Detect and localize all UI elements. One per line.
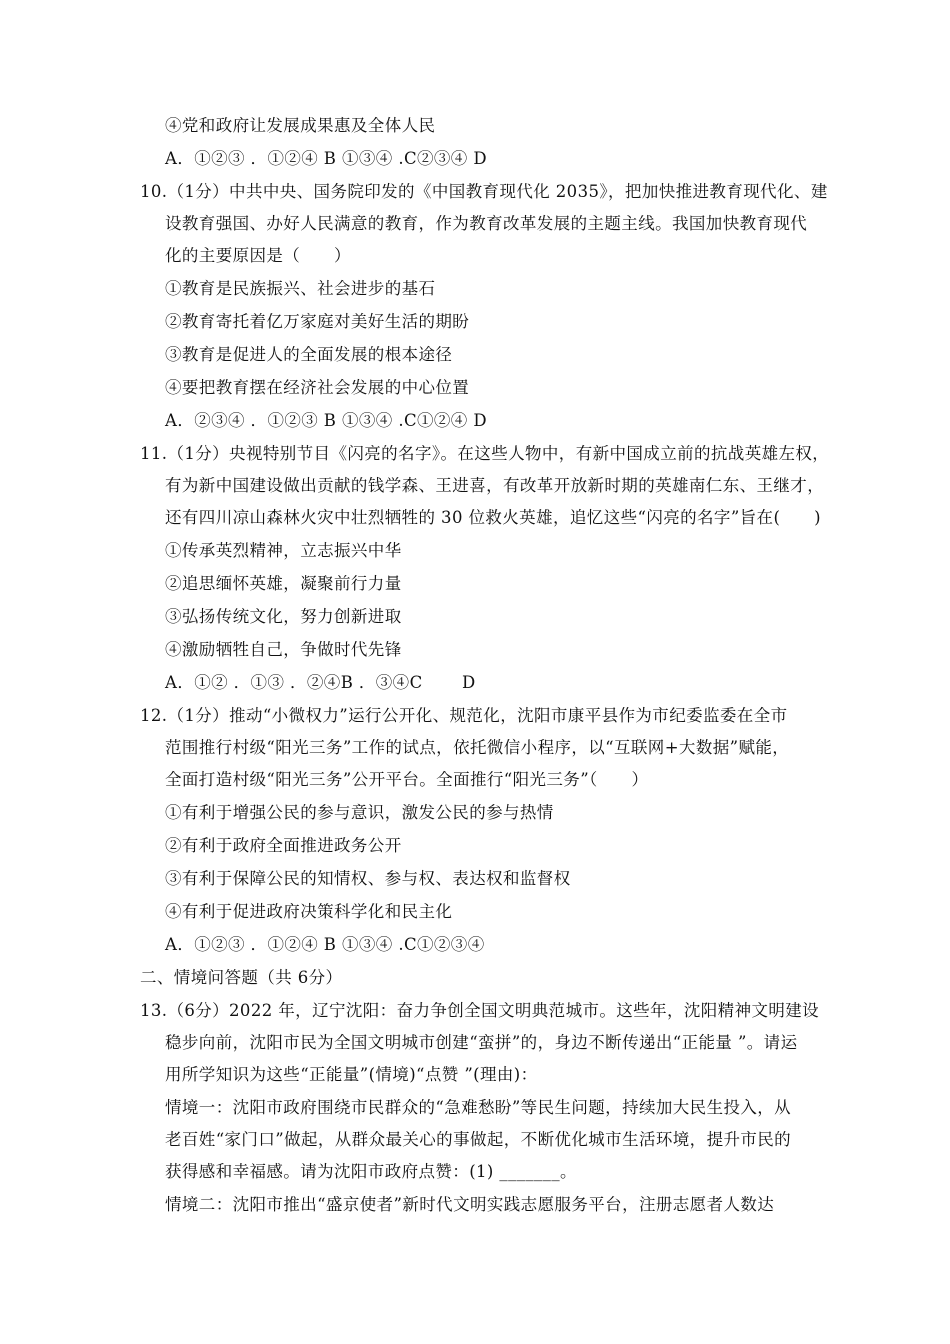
q12-stem-line-3: 全面打造村级“阳光三务”公开平台。全面推行“阳光三务”（ ） [165, 770, 649, 789]
q12-option-item-1: ①有利于增强公民的参与意识，激发公民的参与热情 [165, 803, 554, 822]
q10-stem-line-1: 10.（1分）中共中央、国务院印发的《中国教育现代化 2035》，把加快推进教育现代化、建 [140, 182, 828, 201]
q10-option-item-4: ④要把教育摆在经济社会发展的中心位置 [165, 378, 470, 397]
q12-option-item-3: ③有利于保障公民的知情权、参与权、表达权和监督权 [165, 869, 571, 888]
q12-option-item-2: ②有利于政府全面推进政务公开 [165, 836, 402, 855]
q9-answer-choices: A．①②③ ．①②④ B ①③④ .C②③④ D [165, 149, 487, 168]
q13-stem-line-2: 稳步向前，沈阳市民为全国文明城市创建“蛮拼”的，身边不断传递出“正能量 ”。请运 [165, 1033, 798, 1052]
q9-option-item-4: ④党和政府让发展成果惠及全体人民 [165, 116, 436, 135]
q12-stem-line-2: 范围推行村级“阳光三务”工作的试点，依托微信小程序，以“互联网+大数据”赋能， [165, 738, 790, 757]
q13-scenario-2-line-1: 情境二：沈阳市推出“盛京使者”新时代文明实践志愿服务平台，注册志愿者人数达 [165, 1195, 775, 1214]
q11-answer-choices: A．①② ．①③ ．②④B ．③④C D [165, 673, 476, 692]
q11-stem-line-1: 11.（1分）央视特别节目《闪亮的名字》。在这些人物中，有新中国成立前的抗战英雄左权， [140, 444, 830, 463]
q11-option-item-2: ②追思缅怀英雄，凝聚前行力量 [165, 574, 402, 593]
q10-answer-choices: A．②③④ ．①②③ B ①③④ .C①②④ D [165, 411, 487, 430]
q13-stem-line-1: 13.（6分）2022 年，辽宁沈阳：奋力争创全国文明典范城市。这些年，沈阳精神文明建设 [140, 1001, 820, 1020]
q12-stem-line-1: 12.（1分）推动“小微权力”运行公开化、规范化，沈阳市康平县作为市纪委监委在全市 [140, 706, 788, 725]
q13-scenario-1-line-3: 获得感和幸福感。请为沈阳市政府点赞：(1) _______。 [165, 1162, 577, 1181]
q13-scenario-1-line-2: 老百姓“家门口”做起，从群众最关心的事做起，不断优化城市生活环境，提升市民的 [165, 1130, 792, 1149]
q11-stem-line-2: 有为新中国建设做出贡献的钱学森、王进喜，有改革开放新时期的英雄南仁东、王继才， [165, 476, 825, 495]
q10-option-item-2: ②教育寄托着亿万家庭对美好生活的期盼 [165, 312, 470, 331]
q11-stem-line-3: 还有四川凉山森林火灾中壮烈牺牲的 30 位救火英雄，追忆这些“闪亮的名字”旨在( ) [165, 508, 821, 527]
q11-option-item-4: ④激励牺牲自己，争做时代先锋 [165, 640, 402, 659]
q12-answer-choices: A．①②③ ．①②④ B ①③④ .C①②③④ [165, 935, 485, 954]
q11-option-item-1: ①传承英烈精神，立志振兴中华 [165, 541, 402, 560]
q13-stem-line-3: 用所学知识为这些“正能量”(情境)“点赞 ”(理由)： [165, 1065, 538, 1084]
q12-option-item-4: ④有利于促进政府决策科学化和民主化 [165, 902, 453, 921]
section-heading: 二、情境问答题（共 6分） [140, 968, 343, 987]
q10-option-item-3: ③教育是促进人的全面发展的根本途径 [165, 345, 453, 364]
q13-scenario-1-line-1: 情境一：沈阳市政府围绕市民群众的“急难愁盼”等民生问题，持续加大民生投入，从 [165, 1098, 792, 1117]
q10-option-item-1: ①教育是民族振兴、社会进步的基石 [165, 279, 436, 298]
q10-stem-line-3: 化的主要原因是（ ） [165, 246, 351, 265]
q10-stem-line-2: 设教育强国、办好人民满意的教育，作为教育改革发展的主题主线。我国加快教育现代 [165, 214, 808, 233]
q11-option-item-3: ③弘扬传统文化，努力创新进取 [165, 607, 402, 626]
